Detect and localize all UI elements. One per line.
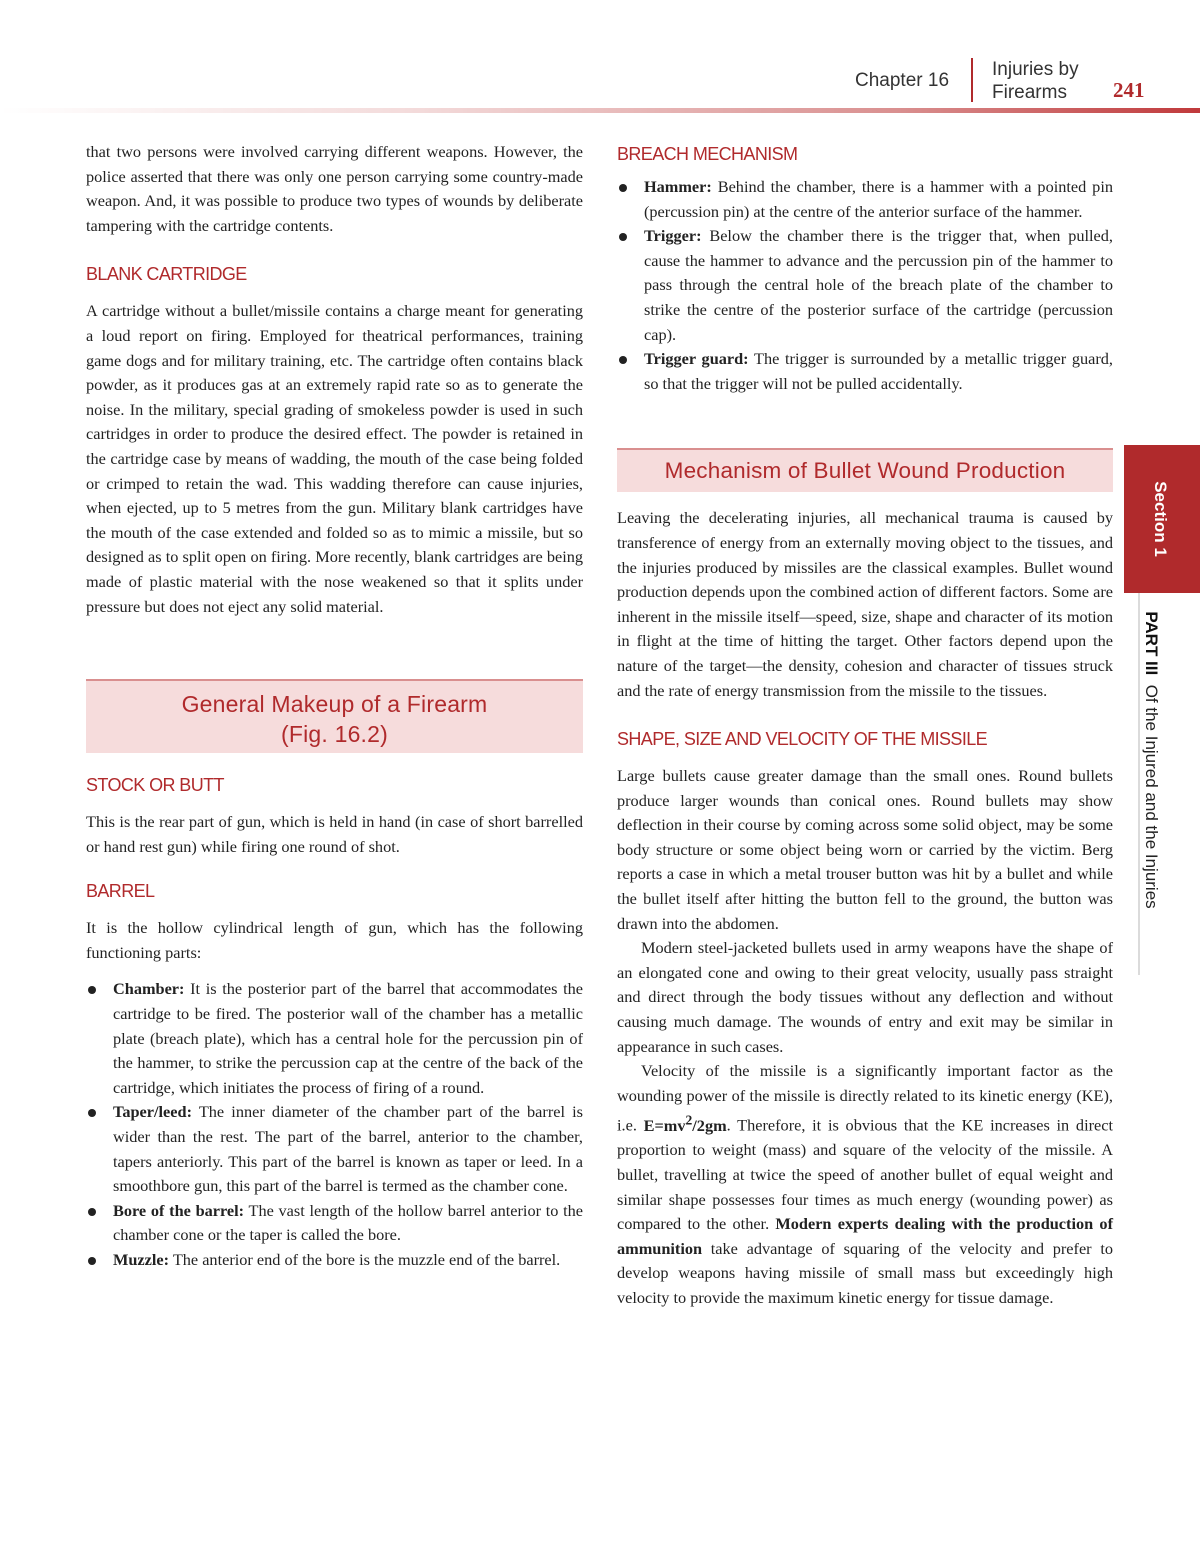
running-title-line1: Injuries by [992,59,1079,80]
running-title-line2: Firearms [992,82,1067,103]
chapter-label: Chapter 16 [855,70,950,91]
general-makeup-figure-ref: (Fig. 16.2) [280,721,388,748]
header-rule [0,108,1200,113]
running-title [992,58,1079,104]
barrel-paragraph: It is the hollow cylindrical length of gun, which has the following functioning parts: [86,918,583,962]
mechanism-box [617,448,1113,492]
mechanism-paragraph: Leaving the decelerating injuries, all mechanical trauma is caused by transference of energy from an externally moving object to the tissues, and the injuries produced by missiles are the classical examples. Bullet wound production depends upon the combined action of different factors. Some are inherent in the missile itself—speed, size, shape and character of its motion in flight at the time of hitting the target. Other factors depend upon the nature of the target—the density, cohesion and character of tissues struck and the rate of energy transmission from the missile to the tissues. [617,508,1113,700]
stock-heading: STOCK OR BUTT [86,775,224,796]
barrel-heading: BARREL [86,881,155,902]
header-divider [971,58,973,102]
part-tab-label [1141,611,1161,908]
breach-heading: BREACH MECHANISM [617,144,798,164]
blank-cartridge-paragraph: A cartridge without a bullet/missile contains a charge meant for generating a loud report on firing. Employed for theatrical performances, training game dogs and for military training, etc. The cartridge often contains black powder, as it produces gas at an extremely rapid rate so as to generate the noise. In the military, special grading of smokeless powder is used in such cartridges in order to produce the desired effect. The powder is retained in the cartridge case by means of wadding, the mouth of the case being folded or crimped to retain the wad. This wadding therefore can cause injuries, when ejected, up to 5 metres from the gun. Military blank cartridges have the mouth of the case extended and folded so as to mimic a missile, but so designed as to split open on firing. More recently, blank cartridges are being made of plastic material with the nose weakened so that it splits under pressure but does not eject any solid material. [86,301,583,616]
intro-paragraph: that two persons were involved carrying different weapons. However, the police asserted that there was only one person carrying some country-made weapon. And, it was possible to produce two types of wounds by deliberate tampering with the cartridge contents. [86,142,583,235]
left-column [86,140,583,1273]
page-number: 241 [1113,78,1145,102]
list-item: Trigger guard: The trigger is surrounded by a metallic trigger guard, so that the trigger will not be pulled accidentally. [617,347,1113,396]
list-item: Bore of the barrel: The vast length of the hollow barrel anterior to the chamber cone or the taper is called the bore. [86,1199,583,1248]
shape-size-velocity-heading: SHAPE, SIZE AND VELOCITY OF THE MISSILE [617,729,988,750]
barrel-parts-list [86,977,583,1272]
breach-parts-list [617,175,1113,396]
list-item: Hammer: Behind the chamber, there is a hammer with a pointed pin (percussion pin) at the centre of the anterior surface of the hammer. [617,175,1113,224]
kinetic-energy-formula: $E=mv^2/2gm$ [643,1112,727,1135]
list-item: Muzzle: The anterior end of the bore is the muzzle end of the barrel. [86,1248,583,1273]
part-number: PART III [1142,611,1161,676]
shape-paragraph-1: Large bullets cause greater damage than the small ones. Round bullets produce larger wounds than conical ones. Round bullets may show deflection in their course by coming across some solid object, may be some body structure or some object being worn or carried by the victim. Berg reports a case in which a metal trouser button was hit by a bullet and while the bullet itself after hitting the button fell to the ground, the button was drawn into the abdomen. [617,766,1113,933]
part-title: Of the Injured and the Injuries [1142,684,1161,909]
general-makeup-title: General Makeup of a Firearm [181,691,488,718]
list-item: Trigger: Below the chamber there is the trigger that, when pulled, cause the hammer to advance and the percussion pin of the hammer to pass through the central hole of the breach plate of the chamber to strike the centre of the posterior surface of the cartridge (percussion cap). [617,224,1113,347]
blank-cartridge-heading: BLANK CARTRIDGE [86,264,247,285]
mechanism-title: Mechanism of Bullet Wound Production [664,458,1066,484]
stock-paragraph: This is the rear part of gun, which is held in hand (in case of short barrelled or hand rest gun) while firing one round of shot. [86,812,583,856]
shape-paragraph-3: Velocity of the missile is a significantly important factor as the wounding power of the missile is directly related to its kinetic energy (KE), i.e. $E=mv^2/2gm$. Therefore, it is obvious that the KE increases in direct proportion to weight (mass) and square of the velocity of the missile. A bullet, travelling at twice the speed of another bullet of equal weight and similar shape possesses four times as much energy (wounding power) as compared to the other. Modern experts dealing with the production of ammunition take advantage of squaring of the velocity and prefer to develop weapons having missile of small mass but exceedingly high velocity to provide the maximum kinetic energy for tissue damage. [617,1061,1113,1307]
list-item: Taper/leed: The inner diameter of the chamber part of the barrel is wider than the rest. The part of the barrel, anterior to the chamber, tapers anteriorly. This part of the barrel is known as taper or leed. In a smoothbore gun, this part of the barrel is termed as the chamber cone. [86,1100,583,1198]
section-tab-label: Section 1 [1151,481,1170,557]
right-column [617,140,1113,1311]
shape-paragraph-2: Modern steel-jacketed bullets used in army weapons have the shape of an elongated cone and owing to their great velocity, usually pass straight and direct through the body tissues without any deflection and without causing much damage. The wounds of entry and exit may be similar in appearance in such cases. [617,938,1113,1056]
list-item: Chamber: It is the posterior part of the barrel that accommodates the cartridge to be fired. The posterior wall of the chamber has a metallic plate (breach plate), which has a central hole for the percussion pin of the hammer, to strike the percussion cap at the centre of the back of the cartridge, which initiates the process of firing of a round. [86,977,583,1100]
general-makeup-box [86,679,583,753]
